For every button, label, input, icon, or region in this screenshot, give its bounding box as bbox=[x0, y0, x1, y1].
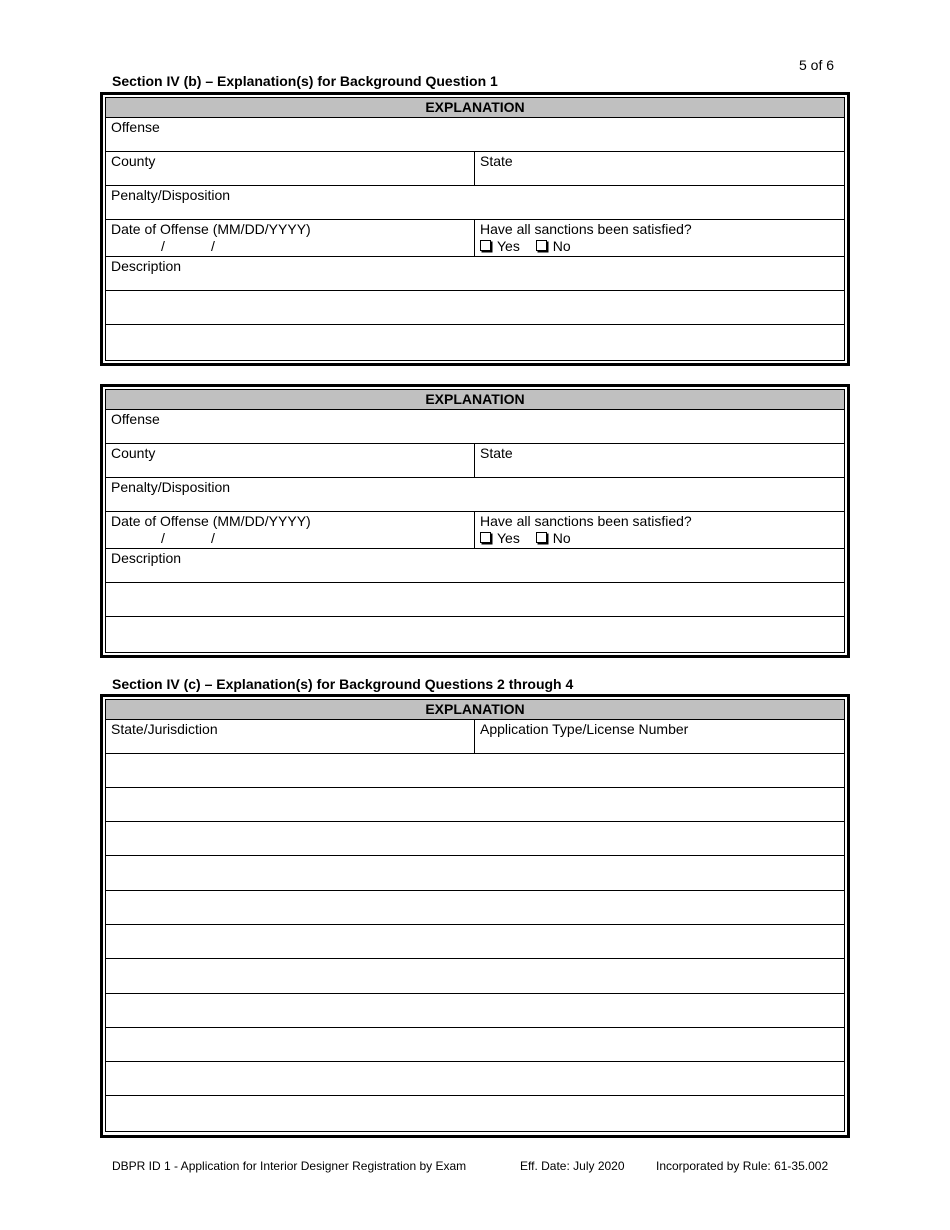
penalty-label: Penalty/Disposition bbox=[111, 187, 231, 203]
checkbox-icon[interactable] bbox=[480, 240, 491, 251]
application-type-field[interactable] bbox=[475, 720, 844, 753]
description-line[interactable] bbox=[106, 325, 844, 360]
description-field[interactable] bbox=[106, 257, 844, 290]
description-field[interactable] bbox=[106, 549, 844, 582]
description-line[interactable] bbox=[106, 617, 844, 652]
penalty-field[interactable] bbox=[106, 478, 844, 511]
offense-field[interactable] bbox=[106, 118, 844, 151]
explanation-line[interactable] bbox=[106, 1096, 844, 1131]
description-line[interactable] bbox=[106, 583, 844, 616]
no-option[interactable] bbox=[536, 238, 571, 254]
county-field[interactable] bbox=[106, 444, 475, 477]
explanation-line[interactable] bbox=[106, 788, 844, 821]
offense-field[interactable] bbox=[106, 410, 844, 443]
state-label: State bbox=[480, 445, 513, 461]
explanation-box-2 bbox=[100, 384, 850, 658]
description-line[interactable] bbox=[106, 291, 844, 324]
offense-label: Offense bbox=[111, 411, 160, 427]
jurisdiction-label: State/Jurisdiction bbox=[111, 721, 218, 737]
explanation-line[interactable] bbox=[106, 891, 844, 924]
footer-eff-date: Eff. Date: July 2020 bbox=[520, 1159, 625, 1173]
explanation-header: EXPLANATION bbox=[106, 390, 844, 410]
offense-label: Offense bbox=[111, 119, 160, 135]
checkbox-icon[interactable] bbox=[536, 532, 547, 543]
explanation-box-1 bbox=[100, 92, 850, 366]
section-c-title: Section IV (c) – Explanation(s) for Background Questions 2 through 4 bbox=[112, 676, 574, 692]
state-field[interactable] bbox=[475, 152, 844, 185]
explanation-line[interactable] bbox=[106, 1062, 844, 1095]
county-label: County bbox=[111, 153, 156, 169]
sanctions-label: Have all sanctions been satisfied? bbox=[480, 221, 692, 237]
date-of-offense-field[interactable] bbox=[106, 220, 475, 256]
explanation-line[interactable] bbox=[106, 822, 844, 855]
sanctions-label: Have all sanctions been satisfied? bbox=[480, 513, 692, 529]
explanation-line[interactable] bbox=[106, 856, 844, 890]
page-number: 5 of 6 bbox=[799, 57, 835, 73]
application-type-label: Application Type/License Number bbox=[480, 721, 689, 737]
yes-label: Yes bbox=[497, 238, 520, 254]
county-label: County bbox=[111, 445, 156, 461]
explanation-header: EXPLANATION bbox=[106, 98, 844, 118]
explanation-line[interactable] bbox=[106, 754, 844, 787]
sanctions-field bbox=[475, 512, 844, 548]
state-field[interactable] bbox=[475, 444, 844, 477]
explanation-box-3 bbox=[100, 694, 850, 1138]
explanation-header: EXPLANATION bbox=[106, 700, 844, 720]
explanation-line[interactable] bbox=[106, 994, 844, 1027]
date-separator: / bbox=[211, 238, 215, 254]
description-label: Description bbox=[111, 258, 182, 274]
date-separator: / bbox=[161, 238, 165, 254]
jurisdiction-field[interactable] bbox=[106, 720, 475, 753]
explanation-line[interactable] bbox=[106, 1028, 844, 1061]
no-label: No bbox=[552, 238, 571, 254]
yes-label: Yes bbox=[497, 530, 520, 546]
no-label: No bbox=[552, 530, 571, 546]
footer-rule: Incorporated by Rule: 61-35.002 bbox=[656, 1159, 829, 1173]
checkbox-icon[interactable] bbox=[480, 532, 491, 543]
yes-option[interactable] bbox=[480, 530, 520, 546]
explanation-line[interactable] bbox=[106, 959, 844, 993]
yes-option[interactable] bbox=[480, 238, 520, 254]
section-b-title: Section IV (b) – Explanation(s) for Background Question 1 bbox=[112, 73, 498, 89]
sanctions-field bbox=[475, 220, 844, 256]
penalty-label: Penalty/Disposition bbox=[111, 479, 231, 495]
penalty-field[interactable] bbox=[106, 186, 844, 219]
footer-form-name: DBPR ID 1 - Application for Interior Designer Registration by Exam bbox=[112, 1159, 467, 1173]
checkbox-icon[interactable] bbox=[536, 240, 547, 251]
date-separator: / bbox=[211, 530, 215, 546]
date-label: Date of Offense (MM/DD/YYYY) bbox=[111, 221, 311, 237]
county-field[interactable] bbox=[106, 152, 475, 185]
date-of-offense-field[interactable] bbox=[106, 512, 475, 548]
date-separator: / bbox=[161, 530, 165, 546]
state-label: State bbox=[480, 153, 513, 169]
explanation-line[interactable] bbox=[106, 925, 844, 958]
no-option[interactable] bbox=[536, 530, 571, 546]
date-label: Date of Offense (MM/DD/YYYY) bbox=[111, 513, 311, 529]
description-label: Description bbox=[111, 550, 182, 566]
